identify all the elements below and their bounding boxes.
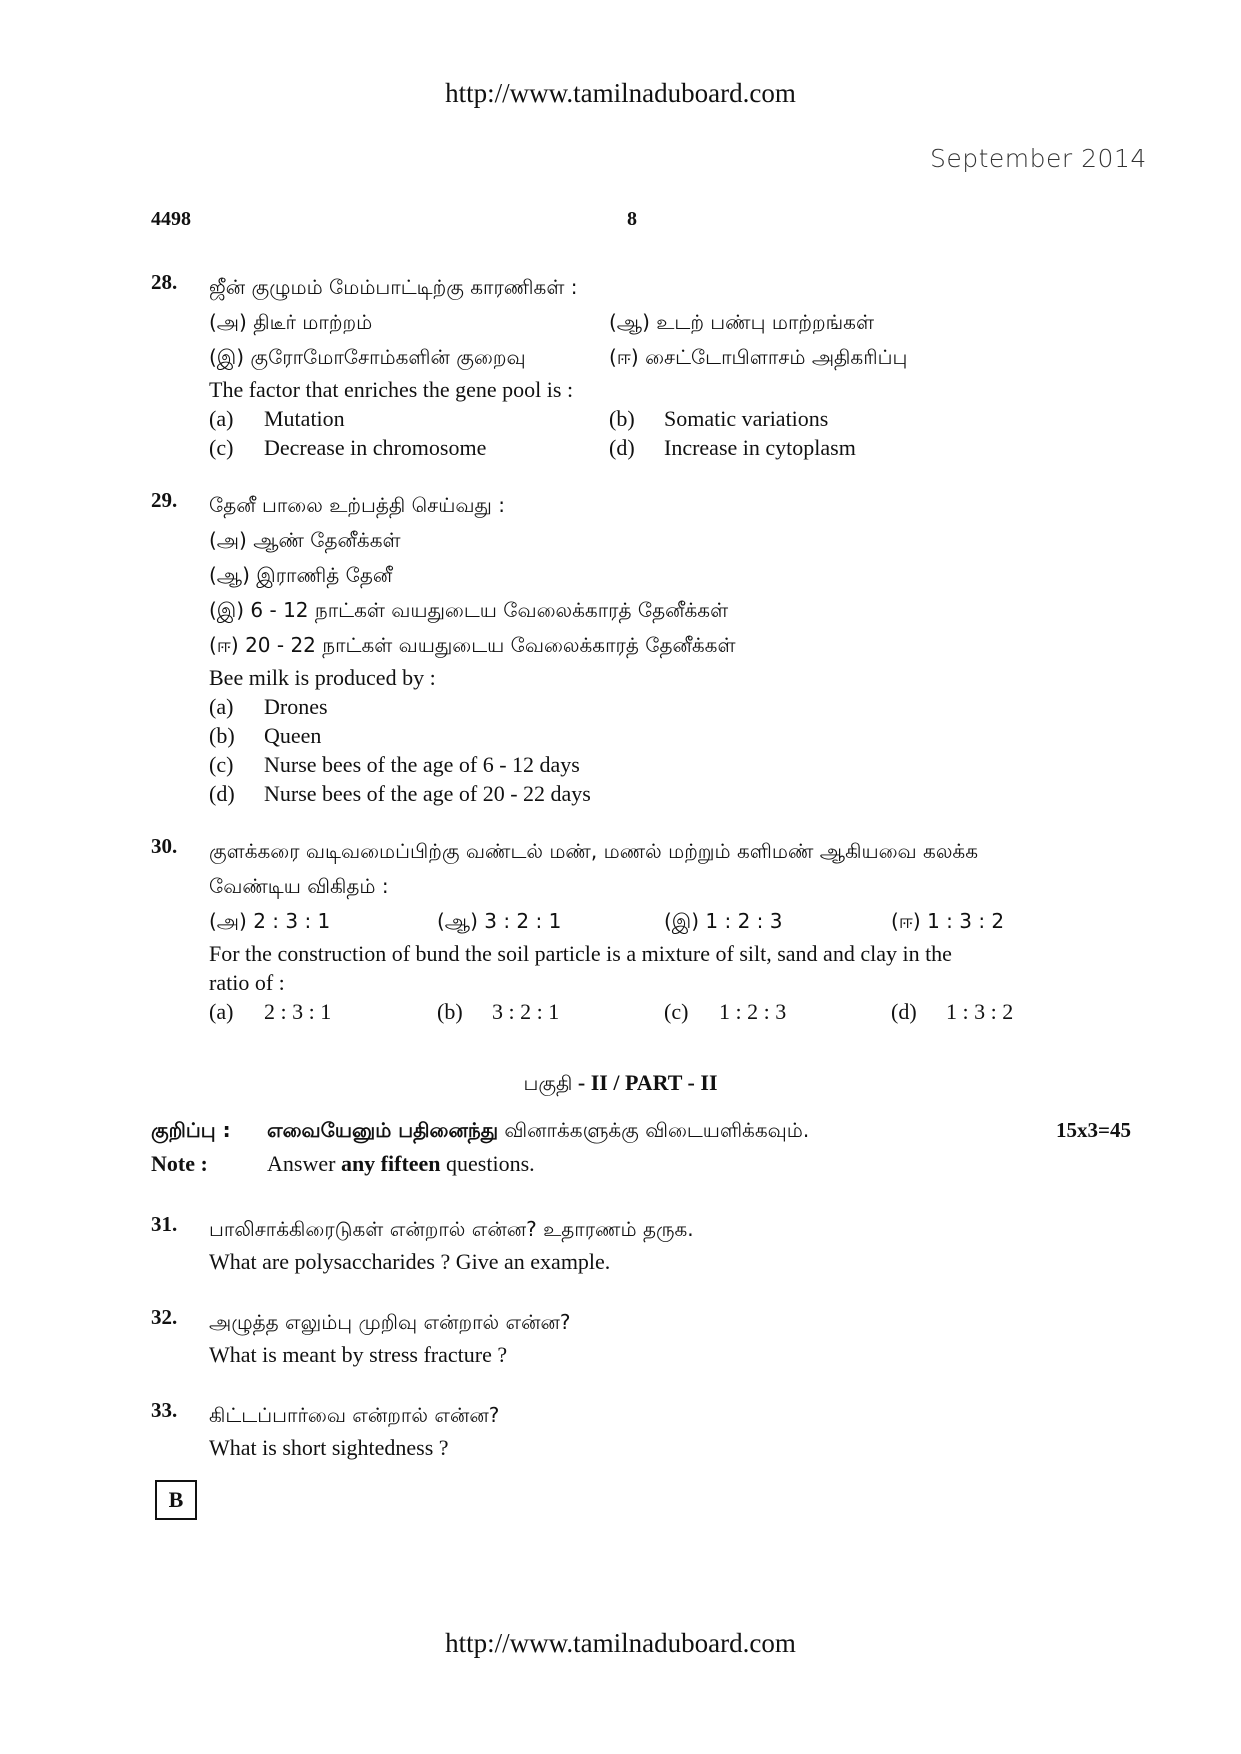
- option-a-tamil: (அ) 2 : 3 : 1: [209, 909, 331, 933]
- option-d-english: Increase in cytoplasm: [664, 435, 856, 460]
- question-english: What are polysaccharides ? Give an example.: [209, 1249, 611, 1274]
- booklet-code-box: B: [155, 1480, 197, 1520]
- option-label: (b): [609, 406, 635, 431]
- question-30: [151, 834, 1131, 1026]
- question-stem-english: For the construction of bund the soil particle is a mixture of silt, sand and clay in the: [209, 941, 952, 966]
- note-text-tamil: வினாக்களுக்கு விடையளிக்கவும்.: [498, 1118, 810, 1142]
- option-label: (d): [609, 435, 635, 460]
- option-label: (a): [209, 694, 234, 719]
- option-label: (c): [209, 752, 234, 777]
- option-b-tamil: (ஆ) இராணித் தேனீ: [209, 563, 393, 587]
- question-stem-english-cont: ratio of :: [209, 970, 285, 995]
- option-row-english: [209, 433, 1131, 462]
- question-number: 28.: [151, 270, 178, 294]
- part-heading-english: - II / PART - II: [572, 1070, 718, 1095]
- option-d-english: 1 : 3 : 2: [946, 999, 1014, 1024]
- option-a-english: Mutation: [264, 406, 345, 431]
- option-c-english: Nurse bees of the age of 6 - 12 days: [264, 752, 580, 777]
- question-number: 29.: [151, 488, 178, 512]
- option-a-english: Drones: [264, 694, 328, 719]
- paper-code: 4498: [151, 208, 191, 230]
- question-english: What is meant by stress fracture ?: [209, 1342, 508, 1367]
- option-d-tamil: (ஈ) 1 : 3 : 2: [891, 909, 1005, 933]
- option-a-tamil: (அ) திடீர் மாற்றம்: [209, 310, 373, 334]
- option-a-english: 2 : 3 : 1: [264, 999, 332, 1024]
- date-annotation: September 2014: [930, 144, 1147, 173]
- question-number: 33.: [151, 1398, 178, 1422]
- question-33: [151, 1398, 1131, 1462]
- note-emphasis-english: any fifteen: [340, 1151, 441, 1176]
- option-d-tamil: (ஈ) 20 - 22 நாட்கள் வயதுடைய வேலைக்காரத் தேனீக்கள்: [209, 633, 736, 657]
- question-stem-tamil: ஜீன் குழுமம் மேம்பாட்டிற்கு காரணிகள் :: [209, 275, 578, 299]
- question-stem-tamil: தேனீ பாலை உற்பத்தி செய்வது :: [209, 493, 505, 517]
- option-label: (a): [209, 406, 234, 431]
- question-32: [151, 1305, 1131, 1369]
- page-number: 8: [627, 208, 637, 230]
- question-31: [151, 1212, 1131, 1276]
- option-d-english: Nurse bees of the age of 20 - 22 days: [264, 781, 591, 806]
- option-a-tamil: (அ) ஆண் தேனீக்கள்: [209, 528, 401, 552]
- instructions-note: [151, 1113, 1131, 1183]
- question-28: [151, 270, 1131, 462]
- option-c-tamil: (இ) 6 - 12 நாட்கள் வயதுடைய வேலைக்காரத் தேனீக்கள்: [209, 598, 729, 622]
- part-heading: [0, 1070, 1241, 1098]
- question-stem-english: The factor that enriches the gene pool is :: [209, 377, 574, 402]
- option-row-tamil: [209, 340, 1131, 375]
- question-stem-tamil-cont: வேண்டிய விகிதம் :: [209, 874, 389, 898]
- option-row-english: [209, 997, 1131, 1026]
- part-heading-tamil: பகுதி: [523, 1071, 573, 1095]
- option-b-english: Queen: [264, 723, 322, 748]
- question-number: 32.: [151, 1305, 178, 1329]
- question-tamil: பாலிசாக்கிரைடுகள் என்றால் என்ன? உதாரணம் தருக.: [209, 1217, 694, 1241]
- option-b-english: Somatic variations: [664, 406, 829, 431]
- question-tamil: கிட்டப்பார்வை என்றால் என்ன?: [209, 1403, 500, 1427]
- option-b-tamil: (ஆ) உடற் பண்பு மாற்றங்கள்: [609, 310, 874, 334]
- option-c-tamil: (இ) குரோமோசோம்களின் குறைவு: [209, 345, 526, 369]
- option-label: (d): [209, 781, 235, 806]
- option-label: (c): [664, 999, 689, 1024]
- option-b-tamil: (ஆ) 3 : 2 : 1: [437, 909, 562, 933]
- footer-url[interactable]: http://www.tamilnaduboard.com: [445, 1628, 796, 1658]
- option-b-english: 3 : 2 : 1: [492, 999, 560, 1024]
- question-stem-english: Bee milk is produced by :: [209, 665, 436, 690]
- option-c-english: 1 : 2 : 3: [719, 999, 787, 1024]
- header-url[interactable]: http://www.tamilnaduboard.com: [445, 78, 796, 108]
- option-label: (c): [209, 435, 234, 460]
- note-text-english: Answer: [267, 1151, 341, 1176]
- question-29: [151, 488, 1131, 808]
- question-number: 30.: [151, 834, 178, 858]
- option-label: (a): [209, 999, 234, 1024]
- option-c-tamil: (இ) 1 : 2 : 3: [664, 909, 783, 933]
- note-emphasis-tamil: எவையேனும் பதினைந்து: [267, 1118, 499, 1142]
- option-d-tamil: (ஈ) சைட்டோபிளாசம் அதிகரிப்பு: [609, 345, 908, 369]
- option-row-tamil: [209, 305, 1131, 340]
- option-row-tamil: [209, 904, 1131, 939]
- note-label-english: Note :: [151, 1151, 208, 1176]
- question-english: What is short sightedness ?: [209, 1435, 449, 1460]
- option-c-english: Decrease in chromosome: [264, 435, 487, 460]
- question-tamil: அழுத்த எலும்பு முறிவு என்றால் என்ன?: [209, 1310, 571, 1334]
- note-text-english-end: questions.: [440, 1151, 535, 1176]
- option-label: (d): [891, 999, 917, 1024]
- marks-allocation: 15x3=45: [1056, 1118, 1131, 1142]
- option-label: (b): [437, 999, 463, 1024]
- question-stem-tamil: குளக்கரை வடிவமைப்பிற்கு வண்டல் மண், மணல் மற்றும் களிமண் ஆகியவை கலக்க: [209, 839, 979, 863]
- question-number: 31.: [151, 1212, 178, 1236]
- note-label-tamil: குறிப்பு :: [151, 1118, 231, 1142]
- option-label: (b): [209, 723, 235, 748]
- option-row-english: [209, 404, 1131, 433]
